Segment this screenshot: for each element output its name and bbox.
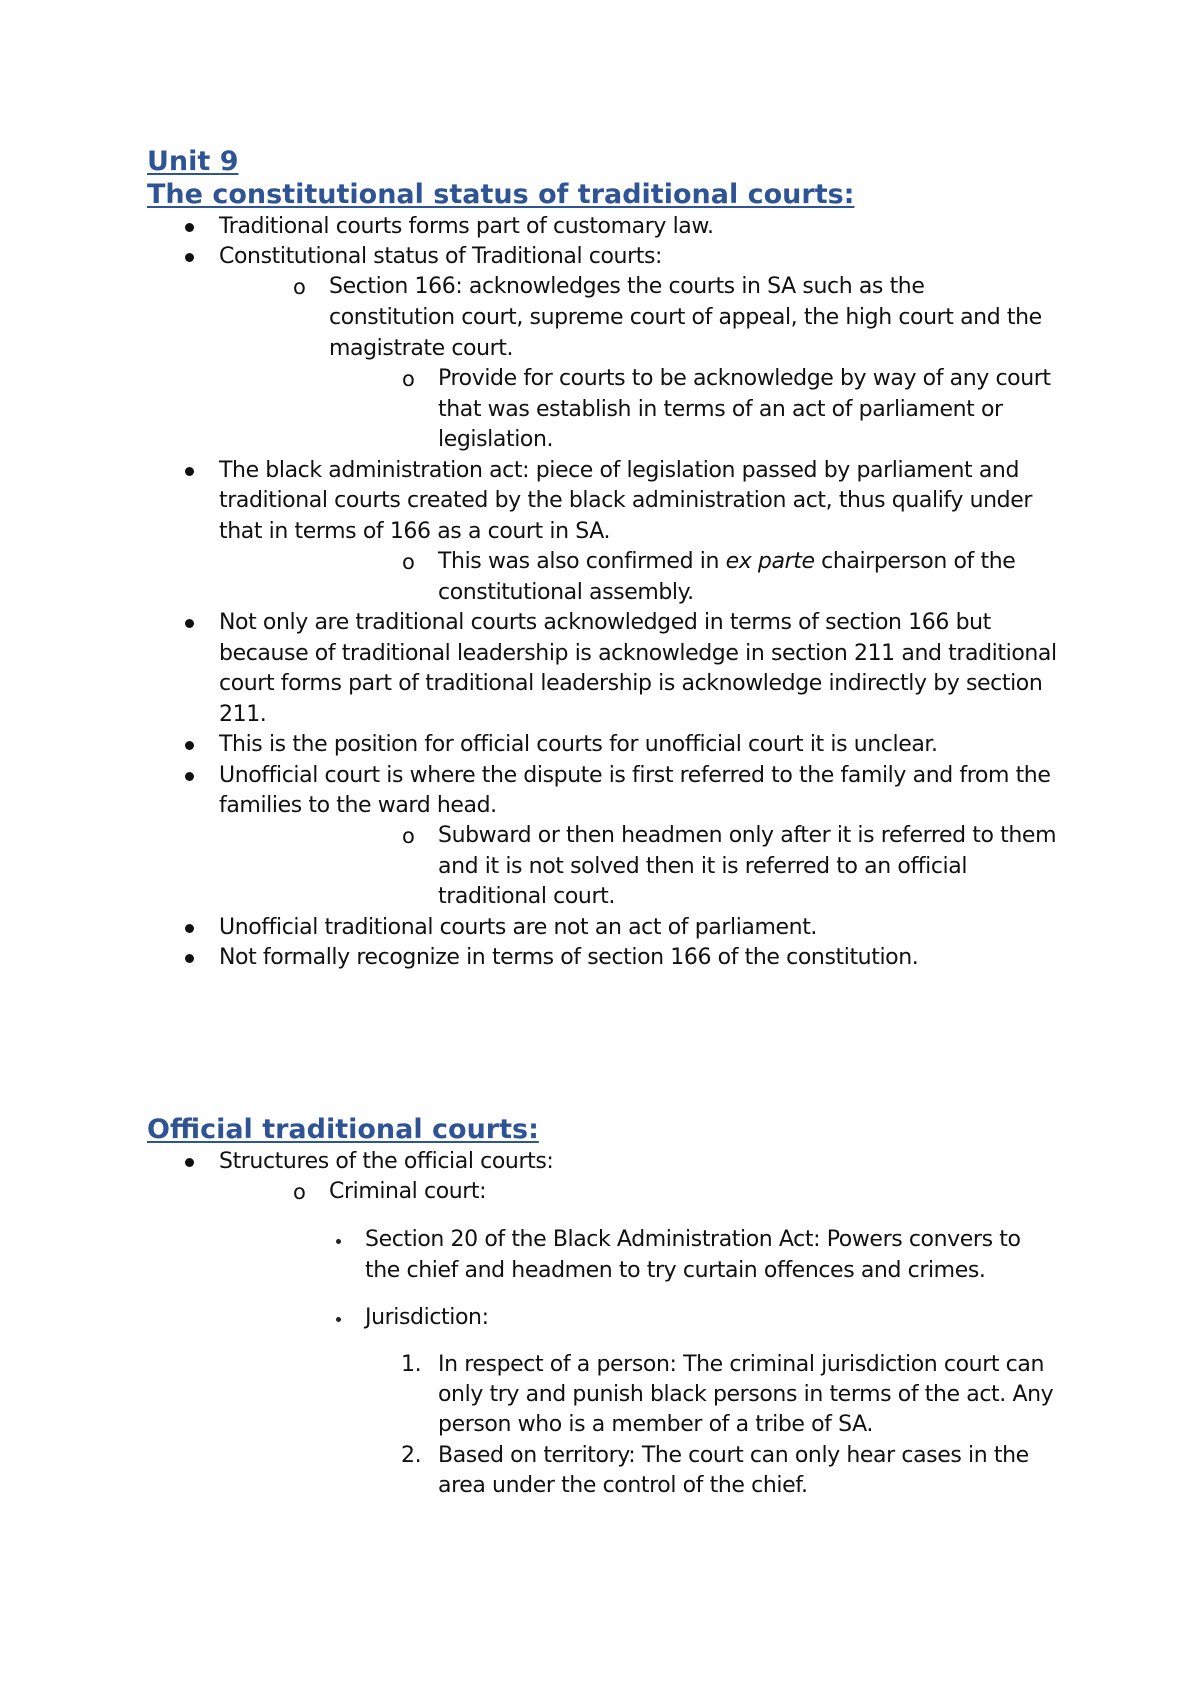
sub-sub-bullet-text: Provide for courts to be acknowledge by way of any court [438, 366, 1051, 391]
sub-sub-bullet-text [438, 547, 1015, 577]
sub-sub-bullet-text: constitutional assembly. [438, 580, 694, 605]
numbered-item-text: area under the control of the chief. [438, 1473, 808, 1498]
sub-bullet-text: Section 166: acknowledges the courts in SA such as the [329, 274, 925, 299]
point-text: Jurisdiction: [365, 1305, 489, 1330]
sub-bullet-text: Criminal court: [329, 1179, 487, 1204]
text-run: chairperson of the [814, 549, 1016, 574]
bullet-text: Not formally recognize in terms of section 166 of the constitution. [219, 945, 919, 970]
bullet-icon [185, 741, 194, 750]
sub-sub-bullet-text: and it is not solved then it is referred to an official [438, 854, 968, 879]
point-text: Section 20 of the Black Administration Act: Powers convers to [365, 1227, 1021, 1252]
point-text: the chief and headmen to try curtain offences and crimes. [365, 1258, 986, 1283]
circle-marker-icon: o [402, 824, 415, 848]
bullet-text: Structures of the official courts: [219, 1149, 554, 1174]
small-bullet-icon [336, 1317, 341, 1322]
sub-sub-bullet-text: legislation. [438, 427, 554, 452]
bullet-text: The black administration act: piece of legislation passed by parliament and [219, 458, 1020, 483]
section-heading-constitutional-status: The constitutional status of traditional courts: [147, 179, 855, 210]
number-label: 2. [401, 1443, 422, 1468]
bullet-icon [185, 253, 194, 262]
circle-marker-icon: o [402, 550, 415, 574]
numbered-item-text: In respect of a person: The criminal jurisdiction court can [438, 1352, 1044, 1377]
circle-marker-icon: o [402, 367, 415, 391]
bullet-icon [185, 467, 194, 476]
circle-marker-icon: o [293, 275, 306, 299]
bullet-icon [185, 954, 194, 963]
italic-text-run: ex parte [725, 549, 815, 574]
bullet-icon [185, 223, 194, 232]
bullet-text: because of traditional leadership is acknowledge in section 211 and traditional [219, 641, 1057, 666]
numbered-item-text: person who is a member of a tribe of SA. [438, 1412, 873, 1437]
bullet-icon [185, 772, 194, 781]
bullet-icon [185, 619, 194, 628]
sub-sub-bullet-text: traditional court. [438, 884, 615, 909]
bullet-icon [185, 1158, 194, 1167]
unit-title: Unit 9 [147, 146, 239, 177]
section-heading-official-courts: Official traditional courts: [147, 1114, 539, 1145]
text-run: This was also confirmed in [438, 549, 726, 574]
circle-marker-icon: o [293, 1180, 306, 1204]
bullet-text: traditional courts created by the black administration act, thus qualify under [219, 488, 1033, 513]
bullet-text: Constitutional status of Traditional courts: [219, 244, 663, 269]
number-label: 1. [401, 1352, 422, 1377]
sub-sub-bullet-text: Subward or then headmen only after it is referred to them [438, 823, 1057, 848]
sub-bullet-text: constitution court, supreme court of appeal, the high court and the [329, 305, 1042, 330]
numbered-item-text: Based on territory: The court can only hear cases in the [438, 1443, 1029, 1468]
bullet-text: Unofficial traditional courts are not an act of parliament. [219, 915, 818, 940]
numbered-item-text: only try and punish black persons in terms of the act. Any [438, 1382, 1054, 1407]
sub-bullet-text: magistrate court. [329, 336, 514, 361]
bullet-text: Traditional courts forms part of customary law. [219, 214, 714, 239]
bullet-text: Unofficial court is where the dispute is first referred to the family and from the [219, 763, 1051, 788]
bullet-text: that in terms of 166 as a court in SA. [219, 519, 611, 544]
sub-sub-bullet-text: that was establish in terms of an act of parliament or [438, 397, 1003, 422]
bullet-text: 211. [219, 702, 267, 727]
bullet-text: Not only are traditional courts acknowledged in terms of section 166 but [219, 610, 991, 635]
bullet-text: court forms part of traditional leadership is acknowledge indirectly by section [219, 671, 1043, 696]
bullet-text: This is the position for official courts for unofficial court it is unclear. [219, 732, 938, 757]
small-bullet-icon [336, 1239, 341, 1244]
bullet-text: families to the ward head. [219, 793, 497, 818]
bullet-icon [185, 924, 194, 933]
